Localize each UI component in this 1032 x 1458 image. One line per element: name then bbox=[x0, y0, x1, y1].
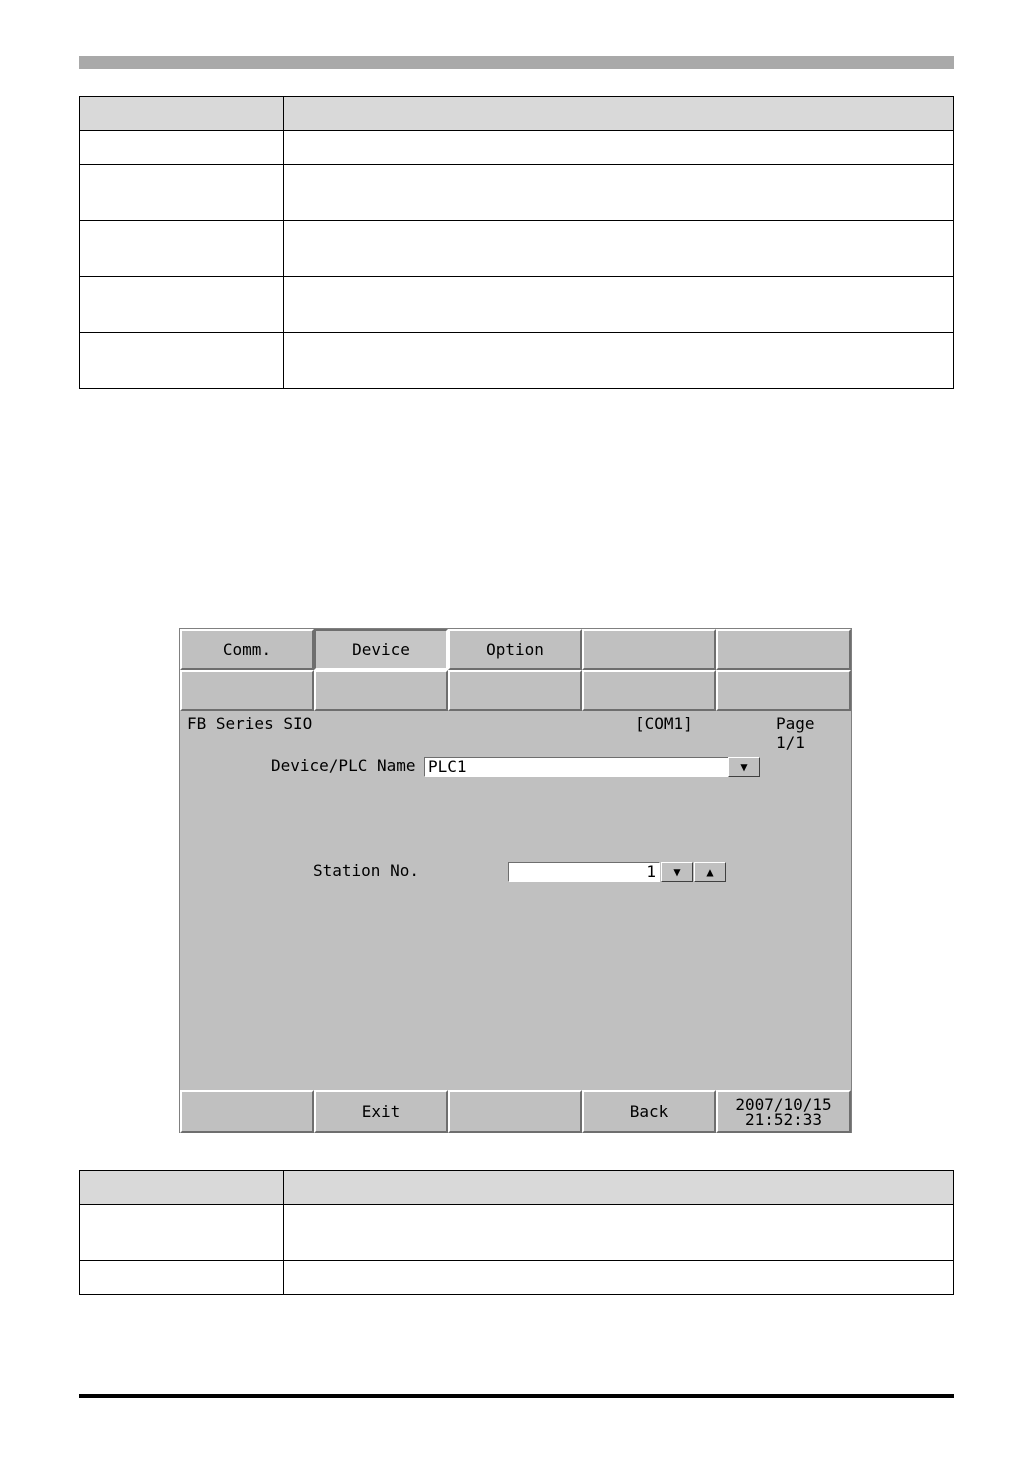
table-row bbox=[80, 1205, 954, 1261]
footer-empty-button[interactable] bbox=[180, 1090, 314, 1133]
tab-row2-2[interactable] bbox=[314, 670, 448, 711]
tab-option[interactable]: Option bbox=[448, 629, 582, 670]
tab-row2-4[interactable] bbox=[582, 670, 716, 711]
station-no-field[interactable]: 1 bbox=[508, 862, 660, 882]
port-label: [COM1] bbox=[635, 714, 693, 733]
decrement-down-icon[interactable]: ▼ bbox=[661, 862, 693, 882]
station-no-label: Station No. bbox=[313, 861, 419, 880]
device-plc-name-field[interactable]: PLC1 bbox=[424, 757, 730, 777]
device-plc-name-label: Device/PLC Name bbox=[271, 756, 416, 775]
table-row bbox=[80, 131, 954, 165]
increment-up-icon[interactable]: ▲ bbox=[694, 862, 726, 882]
footer-rule bbox=[79, 1394, 954, 1398]
datetime-display bbox=[716, 1090, 851, 1133]
tab-row2-1[interactable] bbox=[180, 670, 314, 711]
header-bar bbox=[79, 56, 954, 69]
table-header-row bbox=[80, 1171, 954, 1205]
exit-button[interactable]: Exit bbox=[314, 1090, 448, 1133]
tab-device[interactable]: Device bbox=[314, 629, 448, 670]
tab-empty-4[interactable] bbox=[582, 629, 716, 670]
settings-table-1 bbox=[79, 96, 954, 389]
tab-comm[interactable]: Comm. bbox=[180, 629, 314, 670]
table-row bbox=[80, 1261, 954, 1295]
page-indicator: Page 1/1 bbox=[776, 714, 815, 752]
tab-row2-3[interactable] bbox=[448, 670, 582, 711]
device-settings-screen bbox=[179, 628, 852, 1133]
table-row bbox=[80, 221, 954, 277]
settings-table-2 bbox=[79, 1170, 954, 1295]
tab-empty-5[interactable] bbox=[716, 629, 851, 670]
table-row bbox=[80, 165, 954, 221]
table-header-row bbox=[80, 97, 954, 131]
time-text: 21:52:33 bbox=[744, 1109, 823, 1129]
tab-row2-5[interactable] bbox=[716, 670, 851, 711]
series-title: FB Series SIO bbox=[187, 714, 313, 733]
table-row bbox=[80, 333, 954, 389]
date-text: 2007/10/15 bbox=[735, 1094, 832, 1114]
back-button[interactable]: Back bbox=[582, 1090, 716, 1133]
footer-empty-button-2[interactable] bbox=[448, 1090, 582, 1133]
chevron-down-icon[interactable]: ▼ bbox=[728, 757, 760, 777]
table-row bbox=[80, 277, 954, 333]
